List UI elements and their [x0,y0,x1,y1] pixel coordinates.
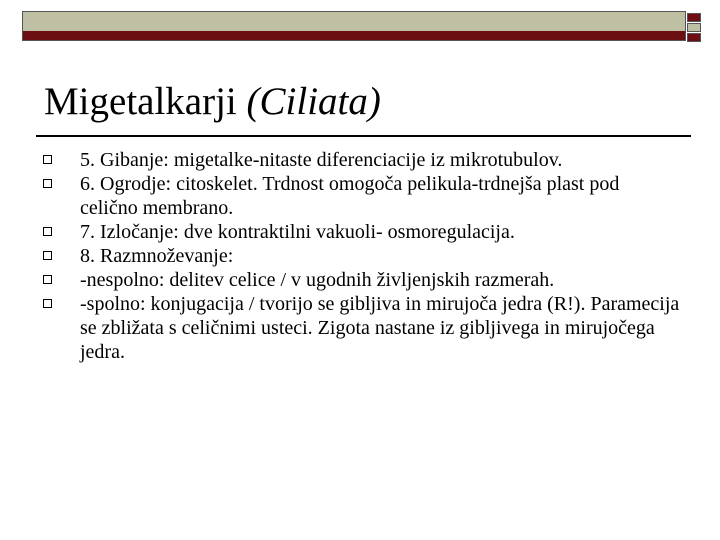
bullet-item [40,148,680,172]
square-bullet-icon [43,155,52,164]
bullet-item [40,292,680,364]
square-bullet-icon [43,179,52,188]
bullet-text: -nespolno: delitev celice / v ugodnih življenjskih razmerah. [80,269,555,291]
header-band-stripe [23,31,685,40]
corner-square-top [687,13,701,22]
bullet-text: -spolno: konjugacija / tvorijo se gibljiva in mirujoča jedra (R!). Paramecija se zbližata s celičnimi usteci. Zigota nastane iz gibljivega in mirujočega jedra. [80,293,680,363]
bullet-text: 5. Gibanje: migetalke-nitaste diferenciacije iz mikrotubulov. [80,149,563,171]
square-bullet-icon [43,251,52,260]
corner-square-bottom [687,33,701,42]
bullet-item [40,172,680,220]
bullet-text: 7. Izločanje: dve kontraktilni vakuoli- osmoregulacija. [80,221,515,243]
corner-decoration [685,11,707,43]
bullet-item [40,244,680,268]
title-divider [36,135,691,137]
bullet-item [40,220,680,244]
bullet-list [40,148,680,364]
slide-title [44,78,381,126]
square-bullet-icon [43,227,52,236]
header-band [22,11,686,41]
bullet-text: 8. Razmnoževanje: [80,245,234,267]
slide-title-latin: (Ciliata) [246,80,381,123]
square-bullet-icon [43,275,52,284]
slide-title-main: Migetalkarji [44,80,247,123]
corner-square-middle [687,23,701,32]
bullet-text: 6. Ogrodje: citoskelet. Trdnost omogoča pelikula-trdnejša plast pod celično membrano. [80,173,620,219]
bullet-item [40,268,680,292]
square-bullet-icon [43,299,52,308]
